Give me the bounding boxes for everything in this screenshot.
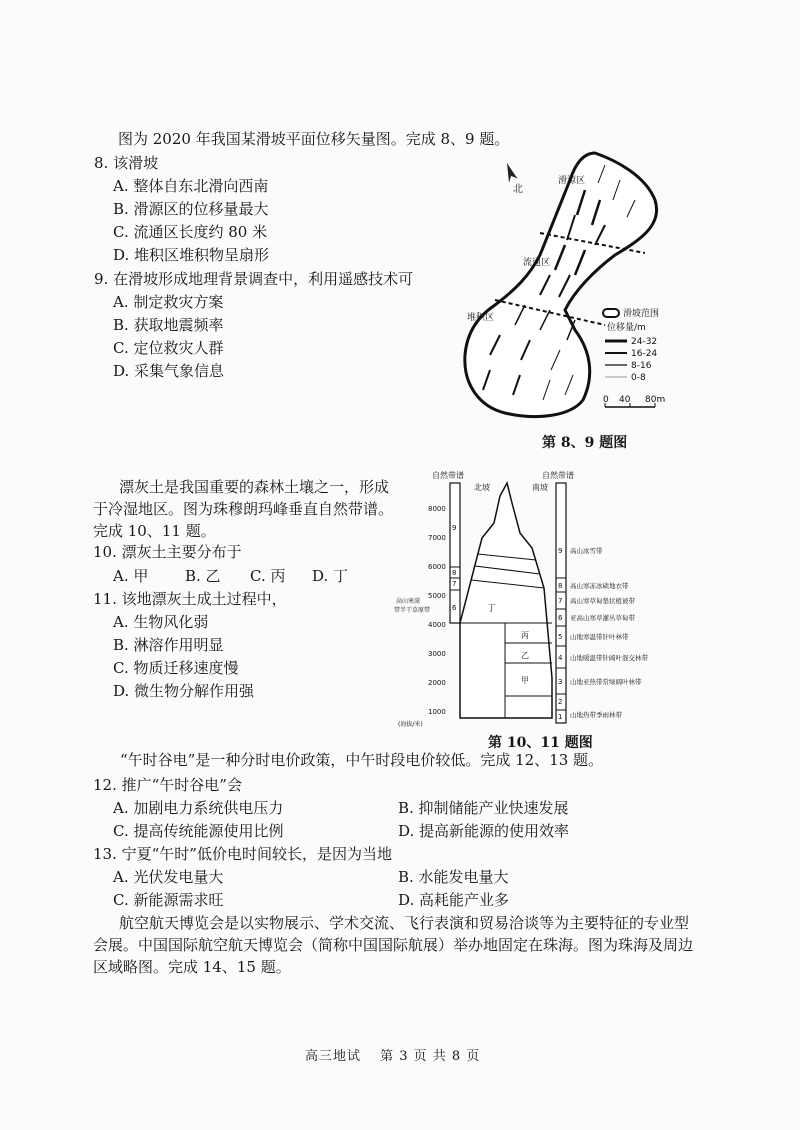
q13-option-d[interactable]: D. 高耗能产业多 (398, 891, 510, 909)
scale-label: 80m (645, 395, 666, 405)
right-zone-number: 8 (558, 582, 563, 590)
right-zone-name: 亚高山寒草灌丛草甸带 (570, 614, 635, 622)
legend-unit: 位移量/m (607, 323, 646, 333)
q12-option-d[interactable]: D. 提高新能源的使用效率 (398, 822, 570, 840)
everest-zone-chart (392, 468, 710, 730)
figure-caption-10-11: 第 10、11 题图 (488, 735, 593, 751)
scale-label: 40 (619, 395, 631, 405)
area-label-jia: 甲 (521, 676, 529, 685)
q11-option-d[interactable]: D. 微生物分解作用强 (113, 682, 255, 700)
right-zone-name: 山地亚热带常绿阔叶林带 (570, 678, 642, 686)
left-zone-number: 7 (452, 580, 457, 588)
landslide-map (455, 145, 695, 430)
q10-option-b[interactable]: B. 乙 (185, 567, 221, 585)
y-tick: 3000 (428, 650, 446, 658)
legend-item: 16-24 (631, 349, 658, 359)
zone-source-label: 滑源区 (558, 176, 586, 186)
q9-stem: 9. 在滑坡形成地理背景调查中，利用遥感技术可 (94, 270, 414, 288)
y-tick: 7000 (428, 534, 446, 542)
legend-item: 8-16 (631, 361, 652, 371)
y-tick: 6000 (428, 563, 446, 571)
intro-10-11: 漂灰土是我国重要的森林土壤之一，形成于冷湿地区。图为珠穆朗玛峰垂直自然带谱。完成 10、11 题。 (93, 478, 394, 540)
y-tick: 1000 (428, 708, 446, 716)
landslide-outline (465, 153, 660, 417)
north-slope-label: 北坡 (474, 483, 490, 492)
intro-14-15: 航空航天博览会是以实物展示、学术交流、飞行表演和贸易洽谈等为主要特征的专业型会展。中国国际航空航天博览会（简称中国国际航展）举办地固定在珠海。图为珠海及周边区域略图。完成 14、15 题。 (93, 914, 694, 976)
q9-option-d[interactable]: D. 采集气象信息 (113, 362, 225, 380)
right-zone-name: 山地暖温带针阔叶混交林带 (570, 654, 648, 662)
mountain-profile (460, 483, 552, 718)
right-zone-name: 高山冰雪带 (570, 547, 603, 555)
q10-option-a[interactable]: A. 甲 (113, 567, 149, 585)
y-tick: 4000 (428, 621, 446, 629)
left-side-note: 高山寒漠 带半干草原带 (394, 598, 431, 614)
right-zone-number: 6 (558, 614, 563, 622)
right-zone-number: 4 (558, 654, 563, 662)
right-zone-name: 高山寒冻冰碛地衣带 (570, 582, 629, 590)
q9-option-c[interactable]: C. 定位救灾人群 (113, 339, 224, 357)
q13-option-c[interactable]: C. 新能源需求旺 (113, 891, 224, 909)
q11-option-a[interactable]: A. 生物风化弱 (113, 613, 209, 631)
right-zone-number: 7 (558, 597, 563, 605)
q8-option-c[interactable]: C. 流通区长度约 80 米 (113, 223, 268, 241)
q12-stem: 12. 推广“午时谷电”会 (93, 776, 242, 794)
north-arrow-icon (507, 163, 517, 183)
q10-option-d[interactable]: D. 丁 (312, 567, 349, 585)
q11-option-c[interactable]: C. 物质迁移速度慢 (113, 659, 239, 677)
left-zone-column (450, 483, 460, 623)
legend-range-swatch (603, 309, 619, 317)
q10-stem: 10. 漂灰土主要分布于 (93, 543, 242, 561)
y-axis-label: (海拔/米) (398, 721, 423, 728)
q8-option-d[interactable]: D. 堆积区堆积物呈扇形 (113, 246, 270, 264)
q11-option-b[interactable]: B. 淋溶作用明显 (113, 636, 224, 654)
y-tick: 5000 (428, 592, 446, 600)
q8-option-a[interactable]: A. 整体自东北滑向西南 (113, 177, 269, 195)
y-tick: 2000 (428, 679, 446, 687)
q10-option-c[interactable]: C. 丙 (250, 567, 286, 585)
y-axis (428, 505, 446, 716)
left-zone-number: 8 (452, 569, 457, 577)
q12-option-b[interactable]: B. 抑制储能产业快速发展 (398, 799, 569, 817)
intro-8-9: 图为 2020 年我国某滑坡平面位移矢量图。完成 8、9 题。 (118, 130, 510, 148)
left-zone-number: 9 (452, 524, 457, 532)
q8-option-b[interactable]: B. 滑源区的位移量最大 (113, 200, 269, 218)
left-zone-number: 6 (452, 604, 457, 612)
intro-12-13: “午时谷电”是一种分时电价政策，中午时段电价较低。完成 12、13 题。 (120, 751, 604, 769)
right-zone-number: 3 (558, 678, 563, 686)
legend-item: 24-32 (631, 337, 658, 347)
right-zone-name: 山地寒温带针叶林带 (570, 633, 629, 641)
q9-option-a[interactable]: A. 制定救灾方案 (113, 293, 224, 311)
right-zone-number: 5 (558, 633, 563, 641)
q8-stem: 8. 该滑坡 (94, 154, 159, 172)
area-label-yi: 乙 (521, 651, 529, 660)
right-zone-number: 9 (558, 547, 563, 555)
page-footer: 高三地试 第 3 页 共 8 页 (305, 1049, 481, 1064)
right-zone-name: 山地热带季雨林带 (570, 711, 622, 719)
map-legend (603, 307, 665, 407)
area-label-bing: 丙 (521, 631, 529, 640)
q9-option-b[interactable]: B. 获取地震频率 (113, 316, 224, 334)
y-tick: 8000 (428, 505, 446, 513)
figure-caption-8-9: 第 8、9 题图 (542, 435, 628, 451)
q13-stem: 13. 宁夏“午时”低价电时间较长，是因为当地 (93, 845, 392, 863)
scale-label: 0 (603, 395, 609, 405)
right-zone-name: 高山寒草甸垫状植被带 (570, 597, 635, 605)
q12-option-a[interactable]: A. 加剧电力系统供电压力 (113, 799, 284, 817)
q11-stem: 11. 该地漂灰土成土过程中， (93, 590, 287, 608)
right-header: 自然带谱 (542, 471, 574, 480)
right-zone-number: 1 (558, 713, 563, 721)
zone-accumulation-label: 堆积区 (467, 313, 495, 323)
legend-title: 滑坡范围 (623, 309, 660, 319)
left-header: 自然带谱 (432, 471, 464, 480)
legend-item: 0-8 (631, 373, 646, 383)
q13-option-a[interactable]: A. 光伏发电量大 (113, 868, 224, 886)
south-slope-label: 南坡 (532, 483, 548, 492)
area-label-ding: 丁 (487, 604, 497, 614)
zone-flow-label: 流通区 (523, 258, 551, 268)
north-label: 北 (513, 184, 523, 195)
right-zone-number: 2 (558, 698, 563, 706)
q12-option-c[interactable]: C. 提高传统能源使用比例 (113, 822, 284, 840)
q13-option-b[interactable]: B. 水能发电量大 (398, 868, 509, 886)
